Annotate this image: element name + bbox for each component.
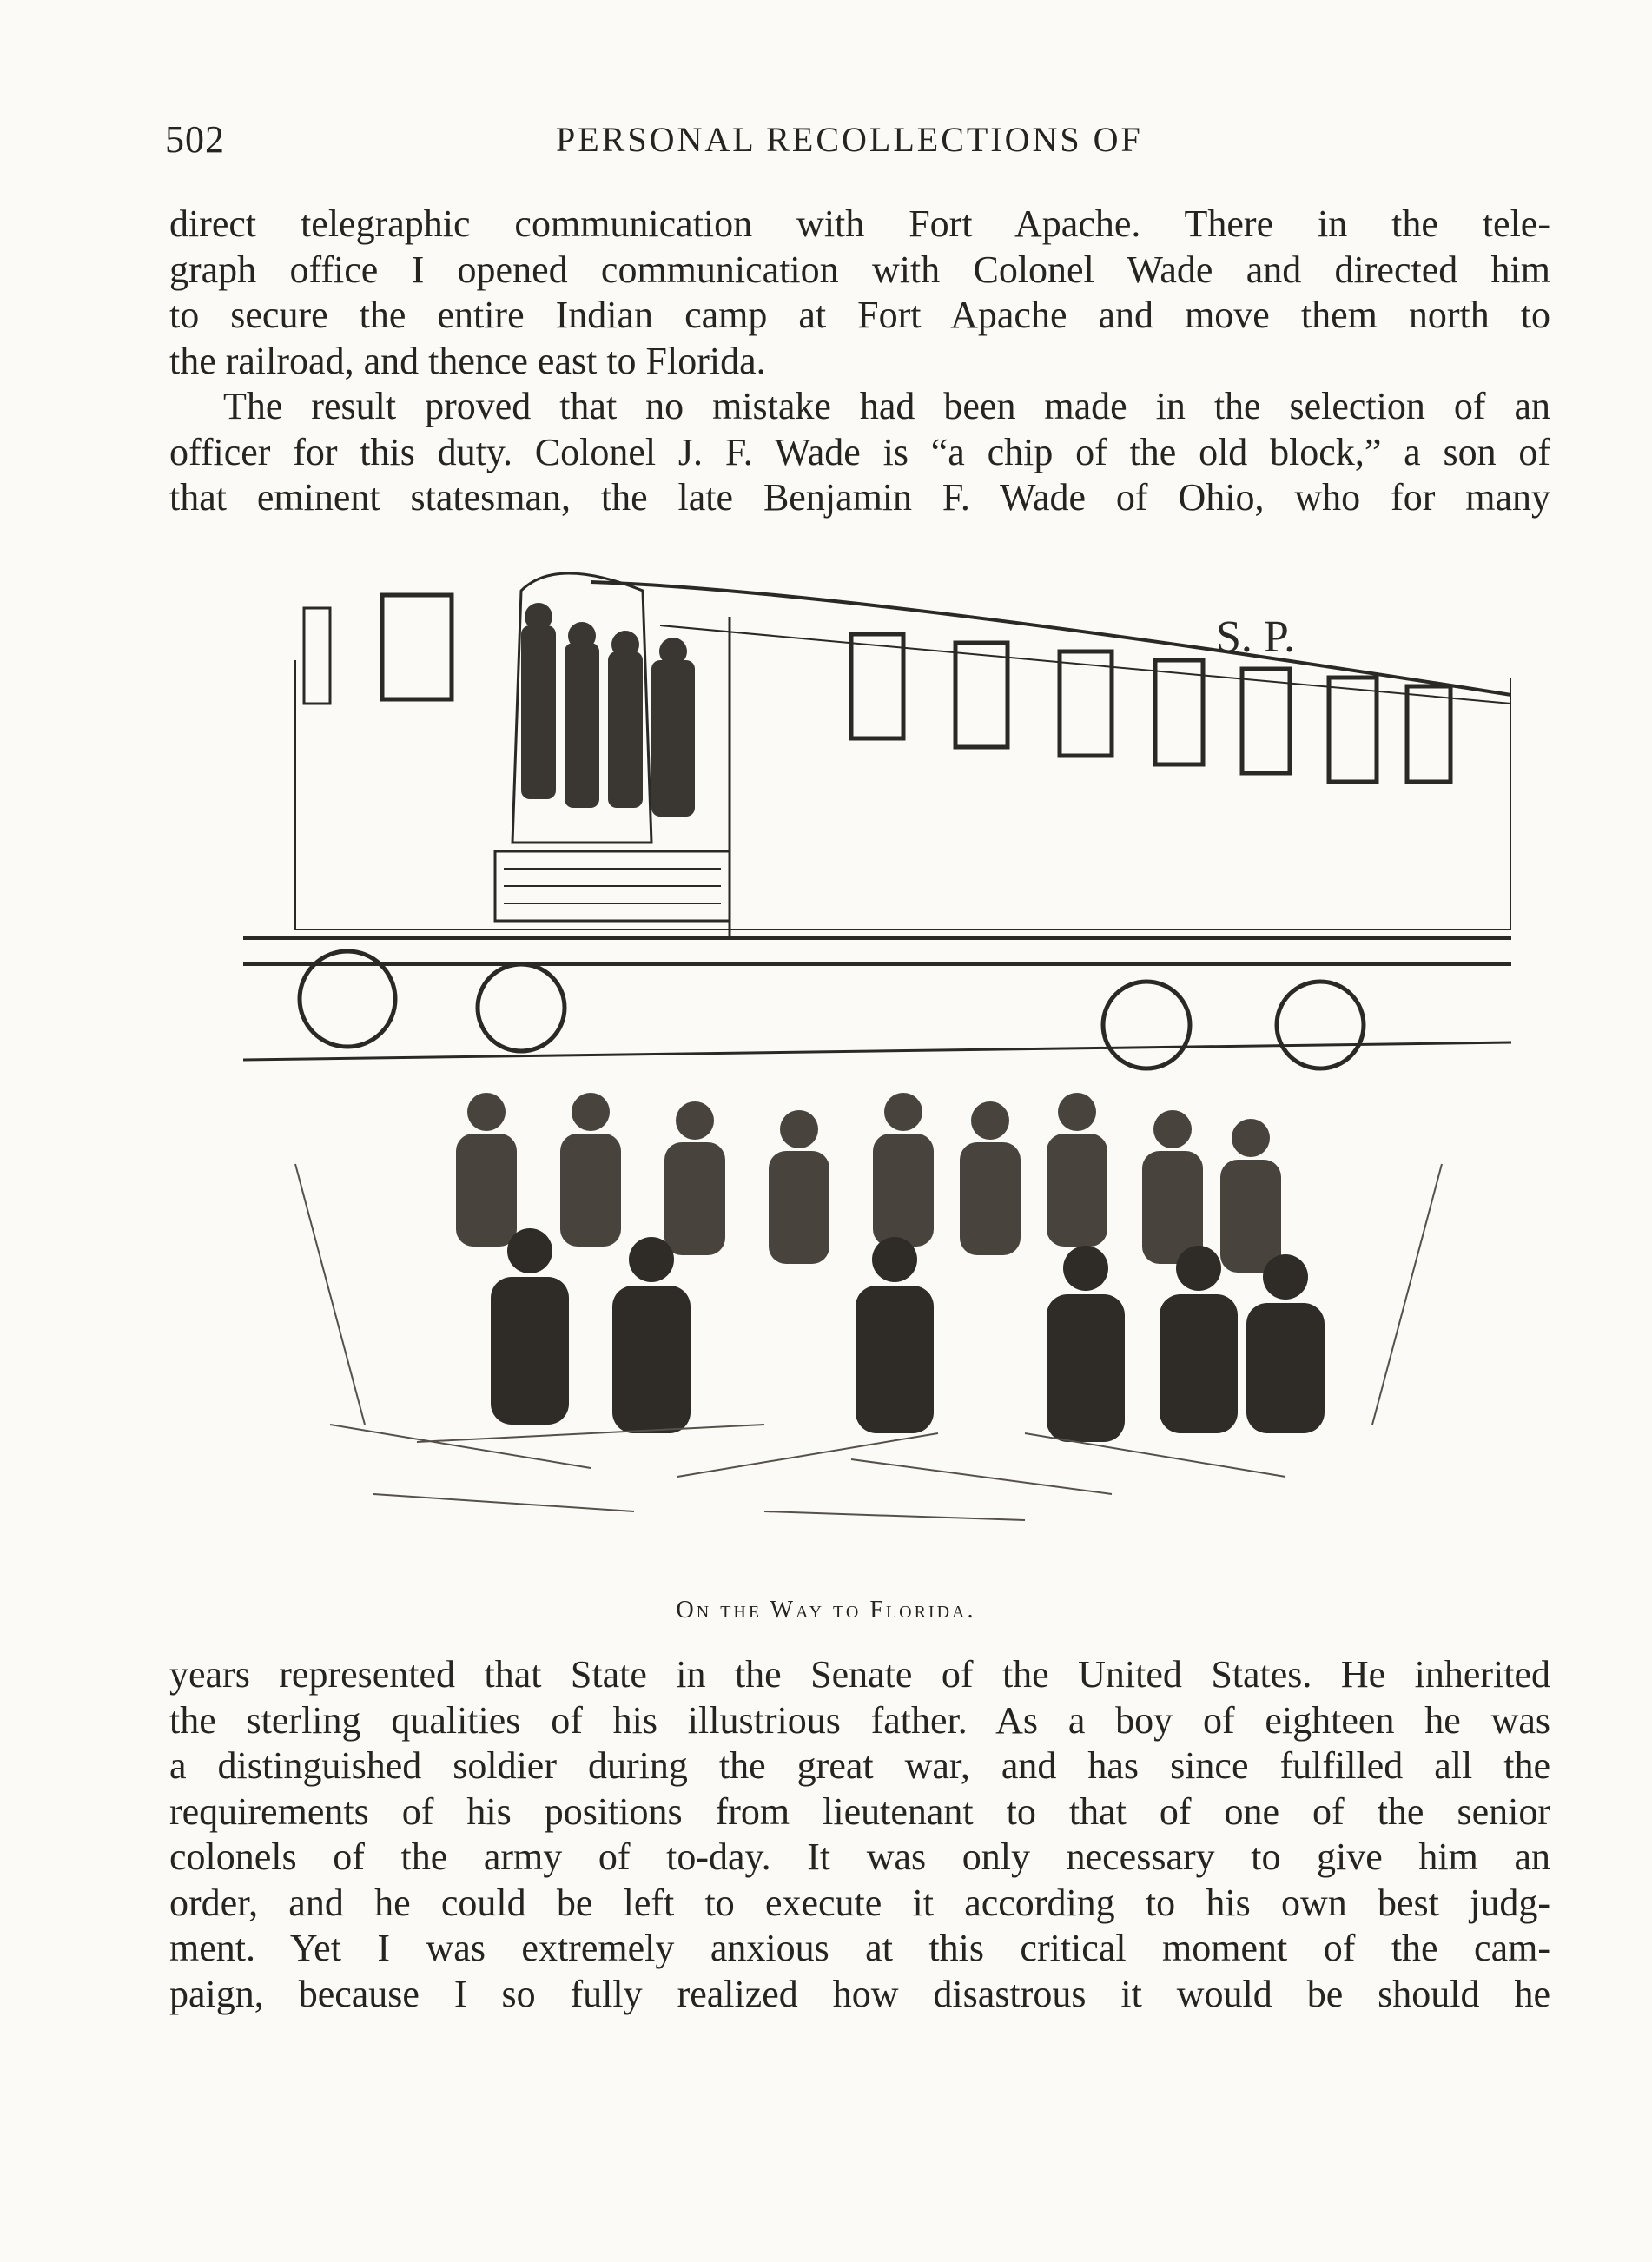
paragraph-line: a distinguished soldier during the great war, and has since fulfilled all the: [169, 1744, 1550, 1787]
paragraph-line: colonels of the army of to-day. It was only necessary to give him an: [169, 1835, 1550, 1878]
paragraph-line: that eminent statesman, the late Benjamin F. Wade of Ohio, who for many: [169, 476, 1550, 519]
paragraph-line: to secure the entire Indian camp at Fort Apache and move them north to: [169, 294, 1550, 336]
paragraph-line: requirements of his positions from lieutenant to that of one of the senior: [169, 1789, 1550, 1833]
figure-caption: On the Way to Florida.: [676, 1597, 976, 1624]
paragraph-line: order, and he could be left to execute it according to his own best judg-: [169, 1881, 1550, 1924]
paragraph-line: the sterling qualities of his illustrious father. As a boy of eighteen he was: [169, 1698, 1550, 1742]
paragraph-line: direct telegraphic communication with Fort Apache. There in the tele-: [169, 202, 1550, 245]
running-title: PERSONAL RECOLLECTIONS OF: [556, 120, 1143, 159]
paragraph-line: paign, because I so fully realized how disastrous it would be should he: [169, 1972, 1550, 2015]
paragraph-line: graph office I opened communication with Colonel Wade and directed him: [169, 248, 1550, 291]
running-head: [165, 117, 1555, 169]
train-and-group-engraving: [243, 556, 1511, 1598]
paragraph-line: ment. Yet I was extremely anxious at this critical moment of the cam-: [169, 1927, 1550, 1969]
illustration: [243, 556, 1511, 1598]
car-lettering: S. P.: [1216, 612, 1296, 662]
text-block-top: [169, 202, 1550, 521]
page-number: 502: [165, 118, 225, 161]
paragraph-line: officer for this duty. Colonel J. F. Wade is “a chip of the old block,” a son of: [169, 430, 1550, 473]
paragraph-line: the railroad, and thence east to Florida.: [169, 339, 766, 382]
text-block-bottom: [169, 1652, 1550, 2017]
paragraph-line: The result proved that no mistake had been made in the selection of an: [223, 385, 1550, 427]
paragraph-line: years represented that State in the Senate of the United States. He inherited: [169, 1653, 1550, 1696]
